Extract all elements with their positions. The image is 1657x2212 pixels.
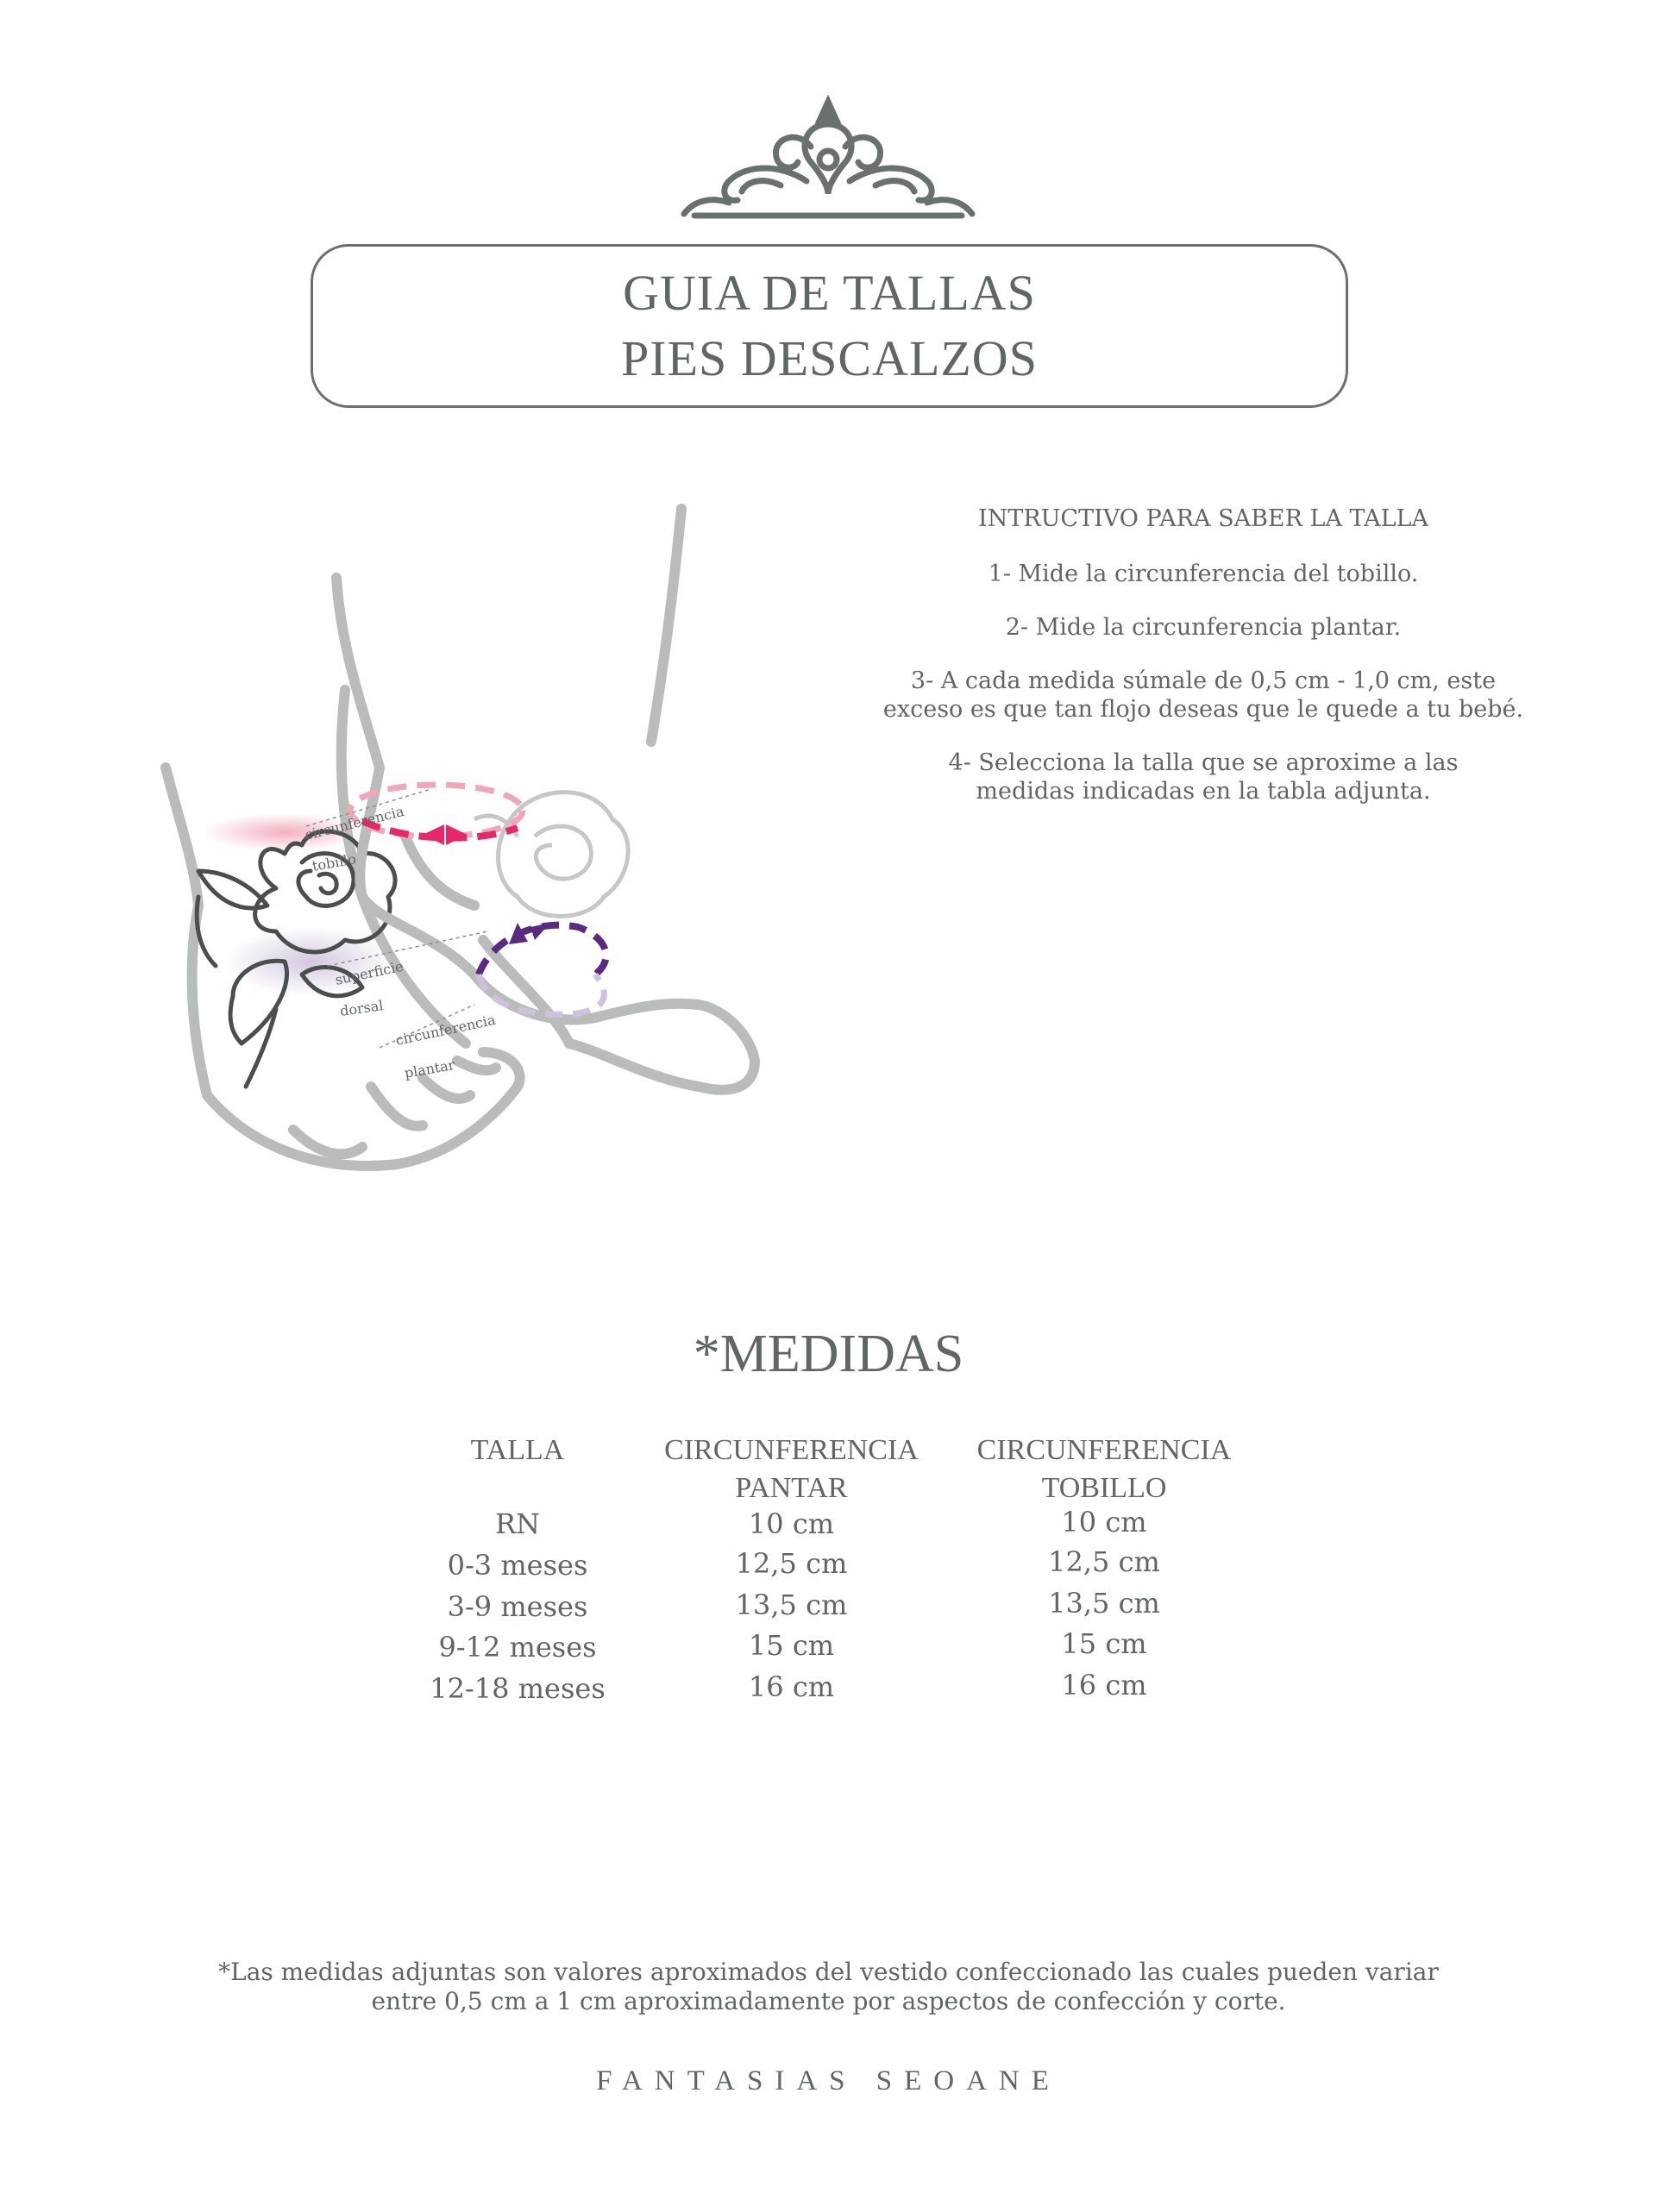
instructions bbox=[845, 504, 1561, 805]
cell-tobillo: 15 cm bbox=[1061, 1627, 1147, 1660]
left-foot-drawing bbox=[166, 690, 520, 1166]
instruction-step-3-line-2: exceso es que tan flojo deseas que le quede a tu bebé. bbox=[882, 696, 1524, 723]
instruction-step-3-line-1: 3- A cada medida súmale de 0,5 cm - 1,0 cm, este bbox=[910, 667, 1497, 694]
cell-talla: 3-9 meses bbox=[447, 1590, 588, 1623]
label-plantar-1: circunferencia bbox=[393, 1011, 497, 1049]
col-header-talla: TALLA bbox=[470, 1434, 565, 1466]
cell-plantar: 13,5 cm bbox=[735, 1589, 848, 1621]
cell-plantar: 15 cm bbox=[748, 1629, 835, 1662]
instructions-heading: INTRUCTIVO PARA SABER LA TALLA bbox=[978, 505, 1428, 532]
title-box bbox=[311, 244, 1348, 408]
col-header-plantar-line-1: CIRCUNFERENCIA bbox=[664, 1434, 919, 1466]
instruction-step-4-line-2: medidas indicadas en la tabla adjunta. bbox=[976, 778, 1431, 805]
cell-tobillo: 13,5 cm bbox=[1048, 1587, 1160, 1620]
instruction-step-1: 1- Mide la circunferencia del tobillo. bbox=[988, 561, 1419, 587]
tiara-ornament-icon bbox=[677, 95, 979, 224]
label-plantar-2: plantar bbox=[403, 1056, 456, 1081]
title-line-1: GUIA DE TALLAS bbox=[623, 265, 1036, 321]
label-ankle-1: circunferencia bbox=[303, 802, 406, 843]
footnote-line-1: *Las medidas adjuntas son valores aproximados del vestido confeccionado las cuales pueden variar bbox=[218, 1958, 1439, 1986]
instruction-step-4-line-1: 4- Selecciona la talla que se aproxime a las bbox=[948, 749, 1459, 776]
footnote-line-2: entre 0,5 cm a 1 cm aproximadamente por aspectos de confección y corte. bbox=[371, 1987, 1286, 2015]
col-header-tobillo-line-1: CIRCUNFERENCIA bbox=[976, 1434, 1232, 1466]
instruction-step-2: 2- Mide la circunferencia plantar. bbox=[1005, 614, 1402, 641]
brand-name: FANTASIAS SEOANE bbox=[596, 2065, 1061, 2096]
col-header-plantar-line-2: PANTAR bbox=[735, 1472, 848, 1504]
cell-tobillo: 12,5 cm bbox=[1048, 1545, 1160, 1578]
cell-talla: 0-3 meses bbox=[447, 1549, 588, 1582]
cell-talla: RN bbox=[494, 1507, 541, 1540]
cell-talla: 9-12 meses bbox=[438, 1631, 597, 1664]
cell-talla: 12-18 meses bbox=[430, 1672, 606, 1705]
title-line-2: PIES DESCALZOS bbox=[621, 330, 1038, 386]
footnote bbox=[0, 1958, 1657, 2016]
label-dorsal-1: superficie bbox=[333, 957, 405, 988]
rose-light-icon bbox=[474, 793, 628, 917]
cell-tobillo: 10 cm bbox=[1061, 1506, 1147, 1538]
cell-plantar: 10 cm bbox=[748, 1507, 835, 1540]
col-header-tobillo bbox=[949, 1432, 1259, 1507]
label-ankle-2: tobillo bbox=[311, 850, 358, 874]
cell-tobillo: 16 cm bbox=[1061, 1669, 1147, 1701]
cell-plantar: 12,5 cm bbox=[735, 1547, 848, 1580]
cell-plantar: 16 cm bbox=[748, 1670, 835, 1703]
col-header-plantar bbox=[638, 1432, 945, 1507]
label-dorsal-2: dorsal bbox=[338, 997, 385, 1019]
col-header-tobillo-line-2: TOBILLO bbox=[1041, 1472, 1167, 1504]
measures-title: *MEDIDAS bbox=[693, 1325, 964, 1383]
